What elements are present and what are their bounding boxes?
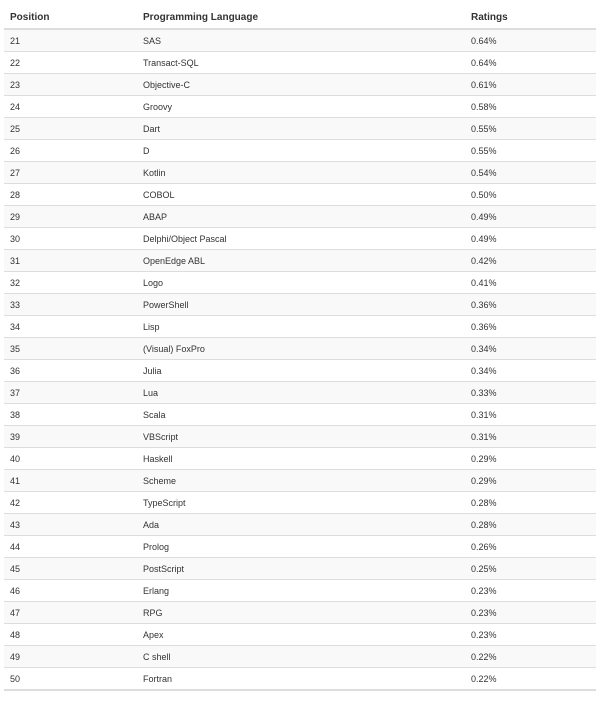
rating-cell: 0.31% — [465, 426, 596, 448]
rating-cell: 0.22% — [465, 646, 596, 668]
language-cell: Lisp — [137, 316, 465, 338]
table-row — [4, 118, 596, 140]
rankings-table-container — [4, 6, 596, 691]
rating-cell: 0.49% — [465, 228, 596, 250]
language-cell: Julia — [137, 360, 465, 382]
language-cell: Dart — [137, 118, 465, 140]
table-row — [4, 140, 596, 162]
rating-cell: 0.29% — [465, 448, 596, 470]
language-cell: Scala — [137, 404, 465, 426]
position-cell: 21 — [4, 29, 137, 52]
table-row — [4, 338, 596, 360]
position-cell: 29 — [4, 206, 137, 228]
language-cell: Prolog — [137, 536, 465, 558]
table-row — [4, 558, 596, 580]
position-cell: 33 — [4, 294, 137, 316]
rating-cell: 0.31% — [465, 404, 596, 426]
table-row — [4, 250, 596, 272]
position-cell: 49 — [4, 646, 137, 668]
table-row — [4, 294, 596, 316]
position-cell: 42 — [4, 492, 137, 514]
rating-cell: 0.29% — [465, 470, 596, 492]
rating-cell: 0.54% — [465, 162, 596, 184]
language-cell: Fortran — [137, 668, 465, 690]
position-cell: 28 — [4, 184, 137, 206]
table-row — [4, 470, 596, 492]
position-cell: 37 — [4, 382, 137, 404]
table-row — [4, 514, 596, 536]
table-row — [4, 426, 596, 448]
table-row — [4, 404, 596, 426]
table-row — [4, 228, 596, 250]
table-row — [4, 52, 596, 74]
table-row — [4, 272, 596, 294]
position-cell: 23 — [4, 74, 137, 96]
position-cell: 41 — [4, 470, 137, 492]
language-cell: PostScript — [137, 558, 465, 580]
language-cell: COBOL — [137, 184, 465, 206]
rating-cell: 0.33% — [465, 382, 596, 404]
position-cell: 25 — [4, 118, 137, 140]
language-cell: SAS — [137, 29, 465, 52]
language-cell: Delphi/Object Pascal — [137, 228, 465, 250]
language-cell: C shell — [137, 646, 465, 668]
language-cell: Transact-SQL — [137, 52, 465, 74]
language-cell: PowerShell — [137, 294, 465, 316]
table-row — [4, 624, 596, 646]
language-cell: Lua — [137, 382, 465, 404]
language-cell: Logo — [137, 272, 465, 294]
rating-cell: 0.23% — [465, 624, 596, 646]
position-cell: 36 — [4, 360, 137, 382]
rating-cell: 0.23% — [465, 580, 596, 602]
table-row — [4, 316, 596, 338]
rating-cell: 0.64% — [465, 52, 596, 74]
rating-cell: 0.25% — [465, 558, 596, 580]
position-cell: 39 — [4, 426, 137, 448]
language-cell: Kotlin — [137, 162, 465, 184]
rating-cell: 0.42% — [465, 250, 596, 272]
rating-cell: 0.55% — [465, 118, 596, 140]
table-row — [4, 536, 596, 558]
rating-cell: 0.28% — [465, 514, 596, 536]
header-position: Position — [4, 6, 137, 29]
rating-cell: 0.64% — [465, 29, 596, 52]
language-cell: (Visual) FoxPro — [137, 338, 465, 360]
position-cell: 32 — [4, 272, 137, 294]
language-cell: ABAP — [137, 206, 465, 228]
rating-cell: 0.26% — [465, 536, 596, 558]
rating-cell: 0.34% — [465, 338, 596, 360]
position-cell: 22 — [4, 52, 137, 74]
rating-cell: 0.50% — [465, 184, 596, 206]
position-cell: 46 — [4, 580, 137, 602]
rating-cell: 0.34% — [465, 360, 596, 382]
language-cell: RPG — [137, 602, 465, 624]
language-cell: Haskell — [137, 448, 465, 470]
position-cell: 40 — [4, 448, 137, 470]
table-row — [4, 184, 596, 206]
language-cell: Ada — [137, 514, 465, 536]
language-cell: D — [137, 140, 465, 162]
rating-cell: 0.22% — [465, 668, 596, 690]
table-row — [4, 29, 596, 52]
table-row — [4, 96, 596, 118]
table-row — [4, 646, 596, 668]
rating-cell: 0.23% — [465, 602, 596, 624]
language-cell: OpenEdge ABL — [137, 250, 465, 272]
table-row — [4, 360, 596, 382]
table-header — [4, 6, 596, 29]
rating-cell: 0.28% — [465, 492, 596, 514]
position-cell: 47 — [4, 602, 137, 624]
position-cell: 38 — [4, 404, 137, 426]
rankings-table — [4, 6, 596, 689]
table-row — [4, 448, 596, 470]
position-cell: 27 — [4, 162, 137, 184]
language-cell: Groovy — [137, 96, 465, 118]
position-cell: 44 — [4, 536, 137, 558]
table-row — [4, 668, 596, 690]
table-row — [4, 492, 596, 514]
position-cell: 30 — [4, 228, 137, 250]
language-cell: Scheme — [137, 470, 465, 492]
position-cell: 48 — [4, 624, 137, 646]
table-row — [4, 580, 596, 602]
position-cell: 35 — [4, 338, 137, 360]
header-ratings: Ratings — [465, 6, 596, 29]
position-cell: 50 — [4, 668, 137, 690]
position-cell: 24 — [4, 96, 137, 118]
table-row — [4, 162, 596, 184]
language-cell: Objective-C — [137, 74, 465, 96]
rating-cell: 0.61% — [465, 74, 596, 96]
table-body — [4, 29, 596, 689]
header-programming-language: Programming Language — [137, 6, 465, 29]
position-cell: 45 — [4, 558, 137, 580]
language-cell: Erlang — [137, 580, 465, 602]
position-cell: 31 — [4, 250, 137, 272]
table-row — [4, 382, 596, 404]
rating-cell: 0.36% — [465, 294, 596, 316]
rating-cell: 0.36% — [465, 316, 596, 338]
position-cell: 34 — [4, 316, 137, 338]
position-cell: 43 — [4, 514, 137, 536]
position-cell: 26 — [4, 140, 137, 162]
language-cell: Apex — [137, 624, 465, 646]
table-row — [4, 602, 596, 624]
rating-cell: 0.49% — [465, 206, 596, 228]
rating-cell: 0.55% — [465, 140, 596, 162]
table-row — [4, 206, 596, 228]
language-cell: VBScript — [137, 426, 465, 448]
rating-cell: 0.58% — [465, 96, 596, 118]
rating-cell: 0.41% — [465, 272, 596, 294]
header-row — [4, 6, 596, 29]
language-cell: TypeScript — [137, 492, 465, 514]
table-row — [4, 74, 596, 96]
